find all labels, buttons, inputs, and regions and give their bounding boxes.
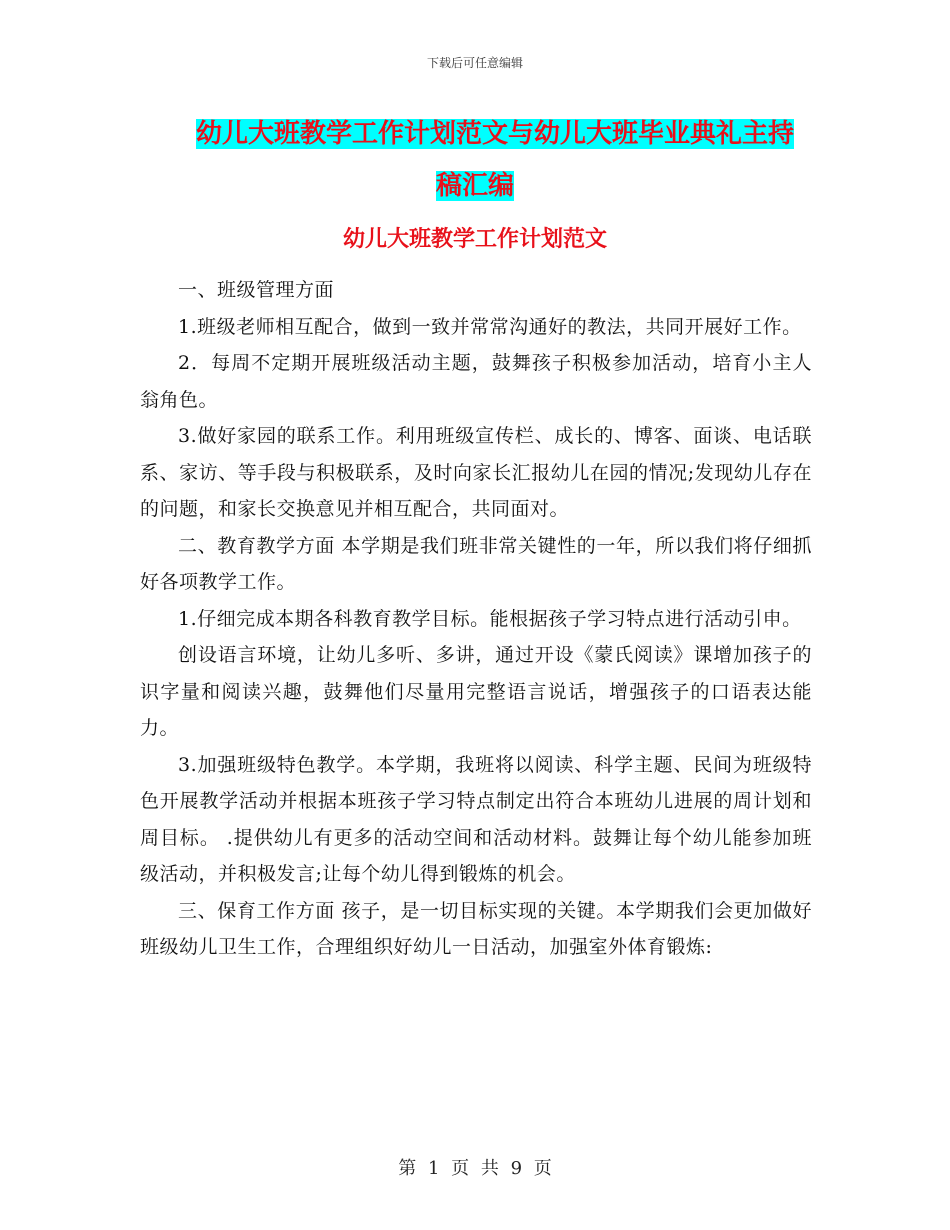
paragraph: 3.做好家园的联系工作。利用班级宣传栏、成长的、博客、面谈、电话联系、家访、等手段与积极联系，及时向家长汇报幼儿在园的情况;发现幼儿存在的问题，和家长交换意见并相互配合，共同面对。	[140, 425, 812, 520]
document-title-line-2: 稿汇编	[435, 171, 514, 201]
document-body	[140, 272, 812, 966]
section-title: 幼儿大班教学工作计划范文	[342, 227, 607, 252]
document-title	[140, 108, 810, 212]
paragraph: 创设语言环境，让幼儿多听、多讲，通过开设《蒙氏阅读》课增加孩子的识字量和阅读兴趣，鼓舞他们尽量用完整语言说话，增强孩子的口语表达能力。	[140, 644, 812, 739]
paragraph: 1.班级老师相互配合，做到一致并常常沟通好的教法，共同开展好工作。	[178, 315, 802, 338]
paragraph: 三、保育工作方面 孩子，是一切目标实现的关键。本学期我们会更加做好班级幼儿卫生工作，合理组织好幼儿一日活动，加强室外体育锻炼:	[140, 899, 812, 958]
paragraph: 2．每周不定期开展班级活动主题，鼓舞孩子积极参加活动，培育小主人翁角色。	[140, 352, 812, 411]
paragraph: 二、教育教学方面 本学期是我们班非常关键性的一年，所以我们将仔细抓好各项教学工作。	[140, 534, 812, 593]
document-title-line-1: 幼儿大班教学工作计划范文与幼儿大班毕业典礼主持	[195, 119, 794, 149]
paragraph: 1.仔细完成本期各科教育教学目标。能根据孩子学习特点进行活动引申。	[178, 607, 802, 630]
paragraph: 3.加强班级特色教学。本学期，我班将以阅读、科学主题、民间为班级特色开展教学活动并根据本班孩子学习特点制定出符合本班幼儿进展的周计划和周目标。 .提供幼儿有更多的活动空间和活动材料。鼓舞让每个幼儿能参加班级活动，并积极发言;让每个幼儿得到锻炼的机会。	[140, 753, 812, 885]
header-note: 下载后可任意编辑	[426, 56, 523, 70]
paragraph: 一、班级管理方面	[178, 279, 335, 301]
page-number-footer: 第 1 页 共 9 页	[398, 1158, 552, 1179]
